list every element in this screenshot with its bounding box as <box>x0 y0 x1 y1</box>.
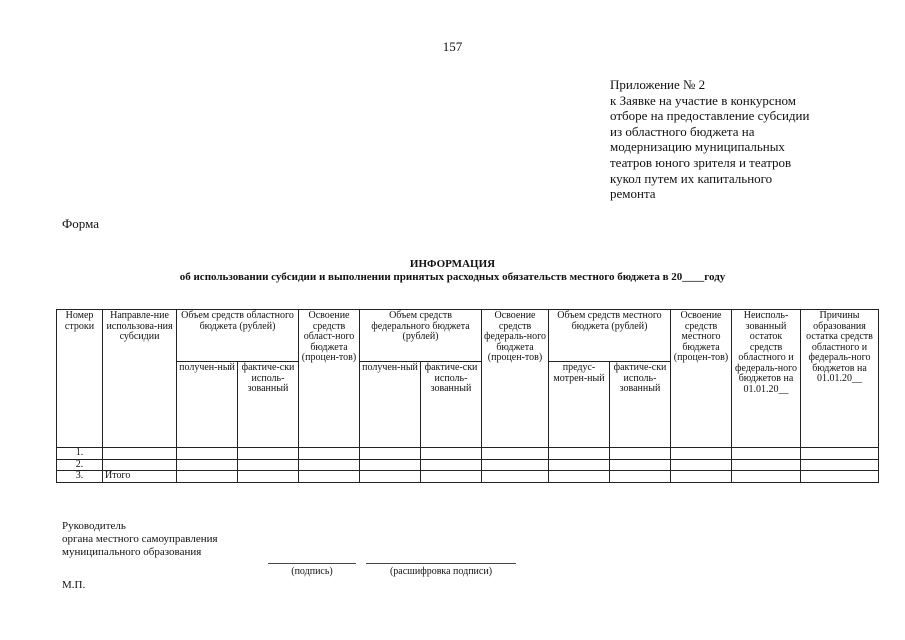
empty-cell <box>177 448 238 460</box>
header-local-volume: Объем средств местного бюджета (рублей) <box>549 310 671 362</box>
document-title: ИНФОРМАЦИЯ <box>409 258 496 270</box>
header-unused-balance: Неисполь-зованный остаток средств областного и федераль-ного бюджетов на 01.01.20__ <box>732 310 801 448</box>
document-subtitle: об использовании субсидии и выполнении принятых расходных обязательств местного бюджета в 20____году <box>179 271 726 283</box>
empty-cell <box>801 459 879 471</box>
table-row <box>57 459 879 471</box>
subsidy-usage-table <box>56 309 879 483</box>
empty-cell <box>177 471 238 483</box>
row-number-cell: 3. <box>57 471 103 483</box>
empty-cell <box>671 471 732 483</box>
header-regional-mastery: Освоение средств област-ного бюджета (процен-тов) <box>299 310 360 448</box>
empty-cell <box>610 471 671 483</box>
row-direction-cell <box>103 459 177 471</box>
empty-cell <box>238 448 299 460</box>
appendix-line: кукол путем их капитального <box>610 170 773 186</box>
header-federal-received: получен-ный <box>360 362 421 448</box>
header-direction: Направле-ние использова-ния субсидии <box>103 310 177 448</box>
row-number-cell: 2. <box>57 459 103 471</box>
empty-cell <box>238 471 299 483</box>
seal-label: М.П. <box>62 579 86 591</box>
appendix-line: театров юного зрителя и театров <box>610 154 792 170</box>
signatory-block <box>62 520 218 559</box>
empty-cell <box>177 459 238 471</box>
signatory-line: муниципального образования <box>62 546 202 558</box>
empty-cell <box>732 459 801 471</box>
empty-cell <box>549 471 610 483</box>
header-local-used: фактиче-ски исполь-зованный <box>610 362 671 448</box>
row-direction-cell: Итого <box>103 471 177 483</box>
appendix-note <box>610 77 860 202</box>
row-direction-cell <box>103 448 177 460</box>
empty-cell <box>610 459 671 471</box>
header-regional-volume: Объем средств областного бюджета (рублей) <box>177 310 299 362</box>
appendix-line: к Заявке на участие в конкурсном <box>610 92 797 108</box>
appendix-line: ремонта <box>610 186 656 202</box>
header-local-mastery: Освоение средств местного бюджета (процен-тов) <box>671 310 732 448</box>
appendix-line: Приложение № 2 <box>610 77 706 92</box>
empty-cell <box>801 448 879 460</box>
header-local-planned: предус-мотрен-ный <box>549 362 610 448</box>
empty-cell <box>801 471 879 483</box>
header-row-number: Номер строки <box>57 310 103 448</box>
header-federal-used: фактиче-ски исполь-зованный <box>421 362 482 448</box>
empty-cell <box>238 459 299 471</box>
signature-caption: (подпись) <box>291 566 333 577</box>
header-regional-received: получен-ный <box>177 362 238 448</box>
signatory-line: Руководитель <box>62 520 126 532</box>
page-number: 157 <box>442 39 463 54</box>
empty-cell <box>549 459 610 471</box>
empty-cell <box>299 471 360 483</box>
table-row <box>57 471 879 483</box>
form-label: Форма <box>62 216 99 231</box>
empty-cell <box>549 448 610 460</box>
empty-cell <box>671 459 732 471</box>
empty-cell <box>482 448 549 460</box>
empty-cell <box>421 471 482 483</box>
empty-cell <box>421 448 482 460</box>
header-federal-volume: Объем средств федерального бюджета (рублей) <box>360 310 482 362</box>
table-row <box>57 448 879 460</box>
empty-cell <box>482 459 549 471</box>
empty-cell <box>732 471 801 483</box>
empty-cell <box>360 471 421 483</box>
empty-cell <box>360 459 421 471</box>
signature-decode-caption: (расшифровка подписи) <box>389 566 493 577</box>
empty-cell <box>299 448 360 460</box>
signatory-line: органа местного самоуправления <box>62 533 218 545</box>
empty-cell <box>360 448 421 460</box>
appendix-line: из областного бюджета на <box>610 123 755 139</box>
appendix-line: отборе на предоставление субсидии <box>610 108 810 124</box>
header-federal-mastery: Освоение средств федераль-ного бюджета (процен-тов) <box>482 310 549 448</box>
appendix-line: модернизацию муниципальных <box>610 139 785 155</box>
signature-field[interactable] <box>268 563 356 564</box>
empty-cell <box>299 459 360 471</box>
header-balance-reasons: Причины образования остатка средств областного и федераль-ного бюджетов на 01.01.20__ <box>801 310 879 448</box>
row-number-cell: 1. <box>57 448 103 460</box>
empty-cell <box>732 448 801 460</box>
empty-cell <box>671 448 732 460</box>
empty-cell <box>482 471 549 483</box>
signature-decode-field[interactable] <box>366 563 516 564</box>
header-regional-used: фактиче-ски исполь-зованный <box>238 362 299 448</box>
empty-cell <box>421 459 482 471</box>
empty-cell <box>610 448 671 460</box>
